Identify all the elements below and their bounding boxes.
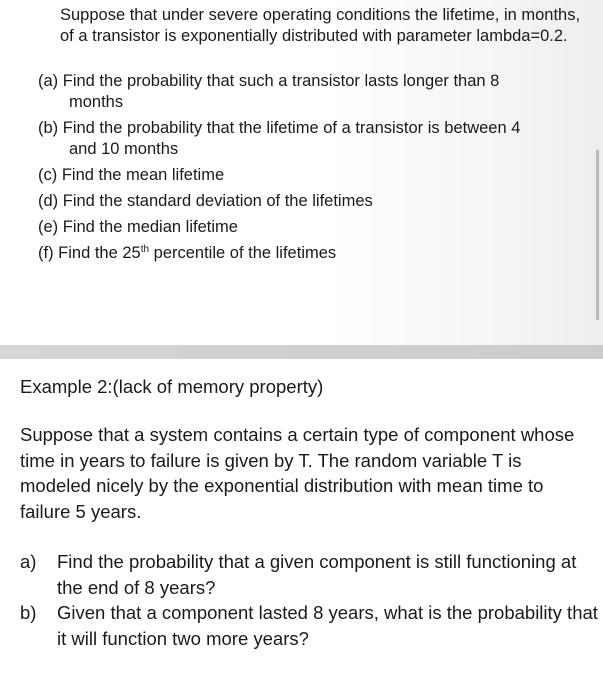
slide-edge-line	[596, 150, 599, 320]
list-marker: a)	[20, 551, 37, 572]
question-f	[38, 243, 588, 264]
question-f-text: (f) Find the 25	[38, 244, 141, 262]
question-a-text: (a) Find the probability that such a transistor lasts longer than 8	[38, 72, 500, 90]
question-e	[38, 217, 588, 238]
example-item-a	[20, 549, 600, 600]
exercise-slide-top	[0, 0, 603, 345]
question-d	[38, 191, 588, 212]
slide-divider	[0, 345, 603, 359]
question-d-text: (d) Find the standard deviation of the lifetimes	[38, 192, 373, 210]
example-slide-bottom	[0, 359, 603, 700]
question-c-text: (c) Find the mean lifetime	[38, 166, 225, 184]
example-paragraph: Suppose that a system contains a certain type of component whose time in years to failure is given by T. The random variable T is modeled nicely by the exponential distribution with mean time to failure 5 years.	[20, 424, 575, 522]
question-f-text-end: percentile of the lifetimes	[149, 244, 337, 262]
problem-statement: Suppose that under severe operating conditions the lifetime, in months, of a transistor is exponentially distributed with parameter lambda=0.2.	[60, 6, 581, 45]
ordinal-suffix: th	[140, 244, 150, 255]
example-item-text: Find the probability that a given component is still functioning at the end of 8 years?	[57, 551, 577, 598]
question-list	[38, 71, 588, 269]
example-title: Example 2:(lack of memory property)	[20, 376, 324, 397]
question-e-text: (e) Find the median lifetime	[38, 218, 238, 236]
list-marker: b)	[20, 602, 37, 623]
question-a-continuation: months	[69, 93, 124, 111]
question-b-continuation: and 10 months	[69, 140, 179, 158]
question-c	[38, 165, 588, 186]
question-b	[38, 118, 588, 160]
example-item-text: Given that a component lasted 8 years, what is the probability that it will function two more years?	[57, 602, 598, 649]
question-a	[38, 71, 588, 113]
example-question-list	[20, 549, 600, 651]
question-b-text: (b) Find the probability that the lifetime of a transistor is between 4	[38, 119, 521, 137]
example-item-b	[20, 600, 600, 651]
